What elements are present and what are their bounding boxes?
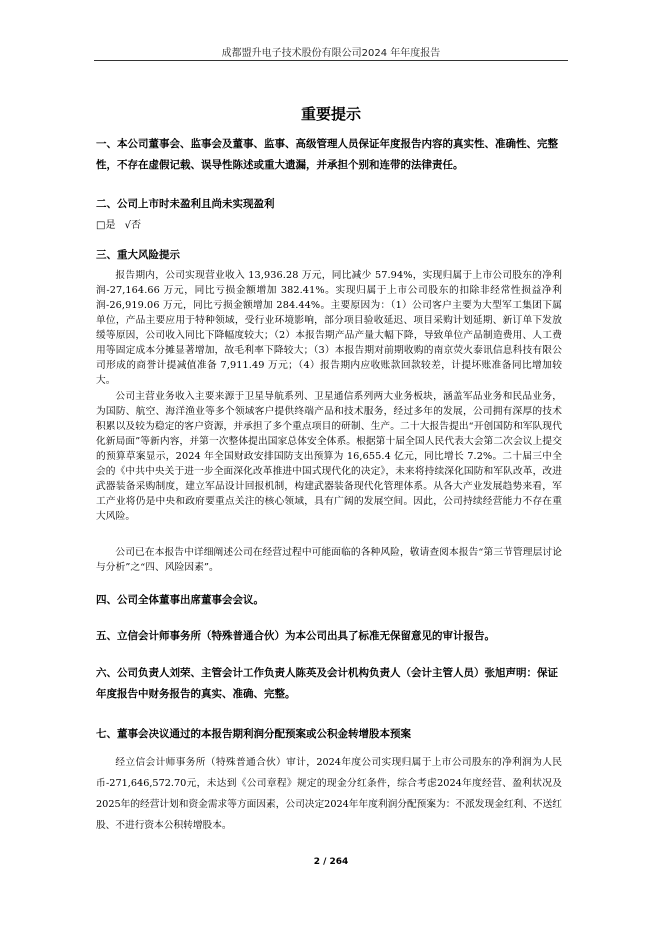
page-number: 2 / 264 (313, 857, 349, 867)
risk-paragraph-2: 公司主营业务收入主要来源于卫星导航系列、卫星通信系列两大业务板块，涵盖军品业务和民品业务，为国防、航空、海洋渔业等多个领域客户提供终端产品和技术服务，经过多年的发展，公司拥有深厚的技术积累以及较为稳定的客户资源，并承担了多个重点项目的研制、生产。二十大报告提出“开创国防和军队现代化新局面”等新内容，并第一次整体提出国家总体安全体系。根据第十届全国人民代表大会第二次会议上提交的预算草案显示，2024 年全国财政安排国防支出预算为 16,655.4 亿元，同比增长 7.2%。二十届三中全会的《中共中央关于进一步全面深化改革推进中国式现代化的决定》，未来将持续深化国防和军队改革，改进武器装备采购制度，建立军品设计回报机制，构建武器装备现代化管理体系。从各大产业发展趋势来看，军工产业将仍是中央和政府要重点关注的核心领域，具有广阔的发展空间。因此，公司持续经营能力不存在重大风险。 (96, 391, 562, 522)
section-3-heading: 三、重大风险提示 (96, 249, 180, 261)
risk-paragraph-1: 报告期内，公司实现营业收入 13,936.28 万元，同比减少 57.94%，实现归属于上市公司股东的净利润-27,164.66 万元，同比亏损金额增加 382.41%。实现归属于上市公司股东的扣除非经常性损益净利润-26,919.06 万元，同比亏损金额增加 284.44%。主要原因为：（1）公司客户主要为大型军工集团下属单位，产品主要应用于特种领域，受行业环境影响，部分项目验收延迟、项目采购计划延期、新订单下发放缓等原因，公司收入同比下降幅度较大；（2）本报告期产品产量大幅下降，导致单位产品制造费用、人工费用等固定成本分摊显著增加，故毛利率下降较大；（3）本报告期对前期收购的南京荧火泰讯信息科技有限公司形成的商誉计提减值准备 7,911.49 万元；（4）报告期内应收账款回款较差，计提坏账准备同比增加较大。 (96, 270, 562, 386)
section-4-statement: 四、公司全体董事出席董事会会议。 (96, 594, 264, 606)
header-divider (94, 60, 568, 61)
section-1-statement: 一、本公司董事会、监事会及董事、监事、高级管理人员保证年度报告内容的真实性、准确性、完整性，不存在虚假记载、误导性陈述或重大遗漏，并承担个别和连带的法律责任。 (96, 138, 558, 171)
section-6-statement: 六、公司负责人刘荣、主管会计工作负责人陈英及会计机构负责人（会计主管人员）张旭声明：保证年度报告中财务报告的真实、准确、完整。 (96, 667, 558, 700)
dividend-paragraph: 经立信会计师事务所（特殊普通合伙）审计，2024年度公司实现归属于上市公司股东的净利润为人民币-271,646,572.70元，未达到《公司章程》规定的现金分红条件，综合考虑2024年度经营、盈利状况及2025年的经营计划和资金需求等方面因素，公司决定2024年年度利润分配预案为：不派发现金红利、不送红股、不进行资本公积转增股本。 (96, 757, 562, 831)
section-5-statement: 五、立信会计师事务所（特殊普通合伙）为本公司出具了标准无保留意见的审计报告。 (96, 630, 495, 642)
page-header: 成都盟升电子技术股份有限公司2024 年年度报告 (221, 48, 441, 59)
option-yes: □是 (96, 220, 116, 231)
risk-paragraph-3: 公司已在本报告中详细阐述公司在经营过程中可能面临的各种风险，敬请查阅本报告“第三节管理层讨论与分析”之“四、风险因素”。 (96, 547, 562, 573)
page-title: 重要提示 (300, 105, 361, 123)
section-2-heading: 二、公司上市时未盈利且尚未实现盈利 (96, 198, 275, 210)
section-7-heading: 七、董事会决议通过的本报告期利润分配预案或公积金转增股本预案 (96, 728, 411, 740)
option-no: √否 (124, 220, 142, 231)
profit-checkbox-group (96, 218, 562, 234)
